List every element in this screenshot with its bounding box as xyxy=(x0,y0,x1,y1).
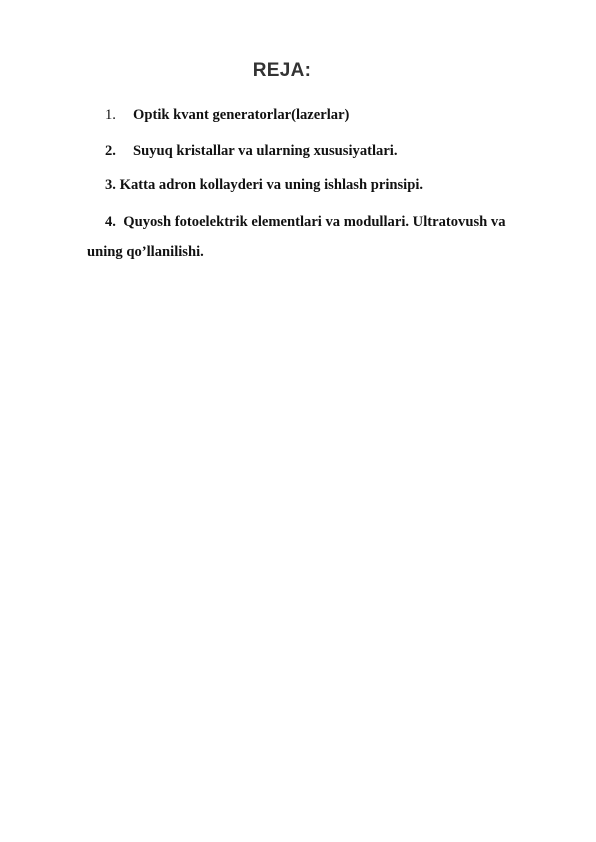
list-item xyxy=(105,143,398,160)
list-item-text: Optik kvant generatorlar(lazerlar) xyxy=(133,107,350,123)
list-item xyxy=(105,107,349,124)
list-item xyxy=(105,177,423,194)
page-title: REJA: xyxy=(252,60,312,81)
list-item-text: Quyosh fotoelektrik elementlari va modullari. Ultratovush va xyxy=(123,214,506,230)
list-item-number: 1. xyxy=(105,107,116,123)
list-item xyxy=(105,214,506,231)
list-item-text: Suyuq kristallar va ularning xususiyatlari. xyxy=(133,143,398,159)
list-item-number: 2. xyxy=(105,143,116,159)
list-item-number: 4. xyxy=(105,214,116,230)
list-item-continuation: uning qo’llanilishi. xyxy=(87,244,204,260)
list-item-number: 3. xyxy=(105,177,116,193)
list-item-text: Katta adron kollayderi va uning ishlash prinsipi. xyxy=(119,177,424,193)
